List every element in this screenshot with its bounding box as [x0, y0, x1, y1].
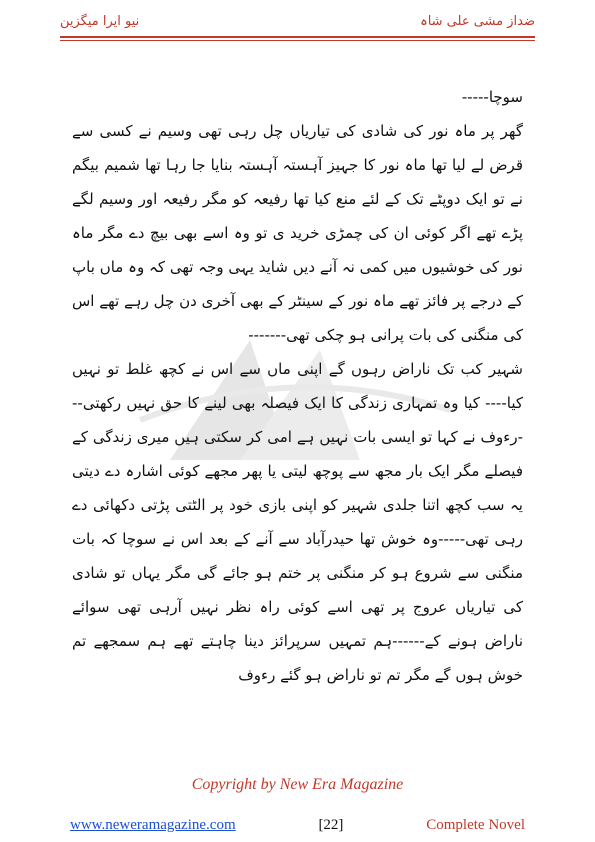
page-header — [60, 8, 535, 34]
complete-novel-label: Complete Novel — [426, 816, 525, 833]
paragraph-2: گھر پر ماہ نور کی شادی کی تیاریاں چل رہی تھی وسیم نے کسی سے قرض لے لیا تھا ماہ نور کا جہیز آہستہ آہستہ بنایا جا رہا تھا شمیم بیگم نے تو ایک دوپٹے تک کے لئے منع کیا تھا رفیعہ کو مگر رفیعہ اور وسیم لگے پڑے تھے اگر کوئی ان کی چمڑی خرید ی تو وہ اسے بھی بیچ دے مگر ماہ نور کی خوشیوں میں کمی نہ آنے دیں شاید یہی وجہ تھی کہ وہ ماں باپ کے درجے پر فائز تھے ماہ نور کے سینٹر کے بھی آخری دن چل رہے تھے اس کی منگنی کی بات پرانی ہو چکی تھی------- — [72, 122, 523, 344]
paragraph-3: شہیر کب تک ناراض رہوں گے اپنی ماں سے اس نے کچھ غلط تو نہیں کیا---- کیا وہ تمہاری زندگی کا ایک فیصلہ بھی لینے کا حق نہیں رکھتی---رءوف نے کہا تو ایسی بات نہیں ہے امی کر سکتی ہیں میری زندگی کے فیصلے مگر ایک بار مجھ سے پوچھ لیتی یا پھر مجھے کوئی اشارہ دے دیتی یہ سب کچھ اتنا جلدی شہیر کو اپنی بازی خود پر الٹتی پڑتی دکھائی دے رہی تھی-----وہ خوش تھا حیدرآباد سے آنے کے بعد اس نے سوچا کہ بات منگنی سے شروع ہو کر منگنی پر ختم ہو جائے گی مگر یہاں تو شادی کی تیاریاں عروج پر تھی اسے کوئی راہ نظر نہیں آرہی تھی سوائے ناراض ہونے کے------ہم تمہیں سرپرائز دینا چاہتے تھے ہم سمجھے تم خوش ہوں گے مگر تم تو ناراض ہو گئے رءوف — [72, 360, 523, 684]
page-footer — [70, 814, 525, 836]
magazine-title: نیو ایرا میگزین — [60, 13, 140, 29]
page-number: [22] — [318, 816, 344, 833]
copyright-notice: Copyright by New Era Magazine — [191, 776, 404, 793]
paragraph-1: سوچا----- — [461, 88, 523, 106]
author-title: ضداز مشی علی شاہ — [420, 13, 535, 29]
website-link[interactable]: www.neweramagazine.com — [70, 816, 236, 833]
header-rule — [60, 36, 535, 41]
article-body — [72, 80, 523, 692]
